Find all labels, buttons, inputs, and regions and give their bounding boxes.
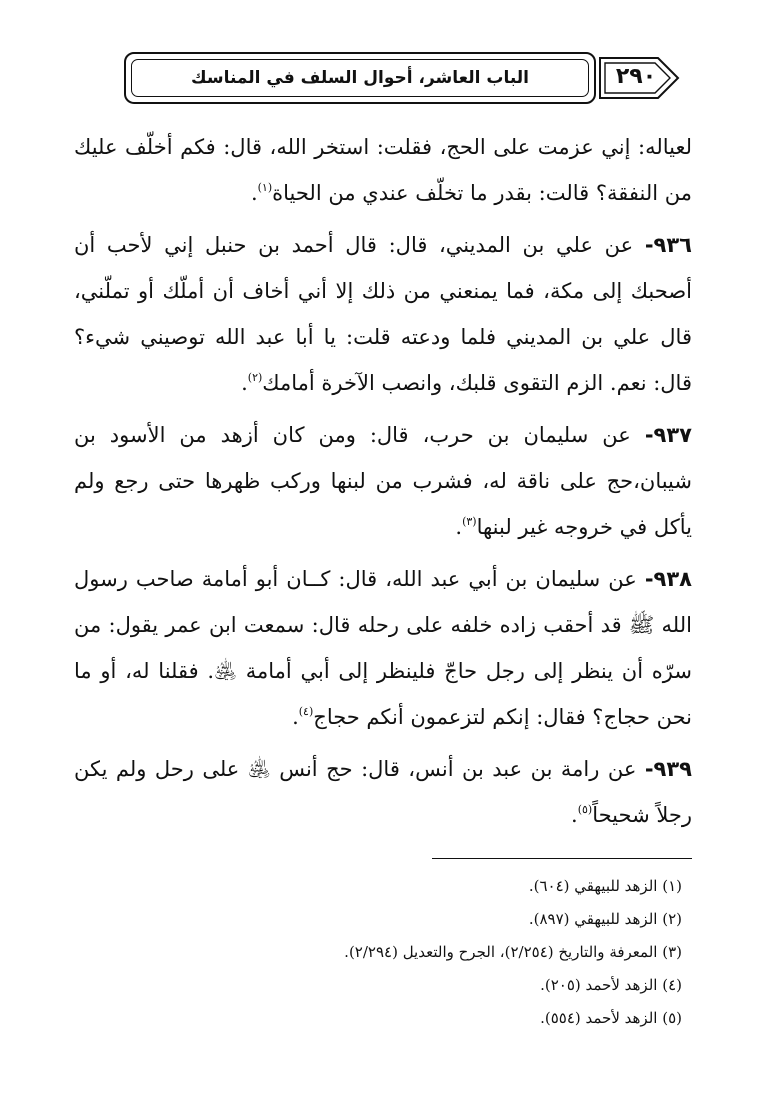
narration-number: ٩٣٧- — [644, 423, 692, 447]
paragraph-text: لعياله: إني عزمت على الحج، فقلت: استخر الله، قال: فكم أخلّف عليك من النفقة؟ قالت: بقدر ما تخلّف عندي من الحياة — [74, 135, 692, 205]
paragraph-text: عن علي بن المديني، قال: قال أحمد بن حنبل إني لأحب أن أصحبك إلى مكة، فما يمنعني من ذلك إلا أني أخاف أن أملّك أو تملّني، قال علي بن المديني فلما ودعته قلت: يا أبا عبد الله توصيني شيء؟ قال: نعم. الزم التقوى قلبك، وانصب الآخرة أمامك — [74, 233, 692, 395]
paragraph-936 — [74, 222, 692, 406]
footnote-3: (٣) المعرفة والتاريخ (٢/٢٥٤)، الجرح والتعديل (٢/٢٩٤). — [344, 943, 682, 961]
footnote-ref: (٣) — [462, 515, 477, 528]
page-header — [124, 52, 684, 108]
paragraph-text: عن سليمان بن أبي عبد الله، قال: كــان أبو أمامة صاحب رسول الله ﷺ قد أحقب زاده خلفه على رحله قال: سمعت ابن عمر يقول: من سرّه أن ينظر إلى رجل حاجّ فلينظر إلى أبي أمامة ﵁. فقلنا له، أو ما نحن حجاج؟ فقال: إنكم لتزعمون أنكم حجاج — [74, 567, 692, 729]
page-number-badge — [598, 55, 682, 101]
footnote-ref: (٥) — [577, 803, 593, 816]
paragraph-end: . — [241, 371, 248, 395]
paragraph-937 — [74, 412, 692, 550]
footnote-ref: (١) — [257, 181, 273, 194]
paragraph-end: . — [571, 803, 578, 827]
footnote-5: (٥) الزهد لأحمد (٥٥٤). — [540, 1009, 682, 1027]
paragraph-end: . — [292, 705, 299, 729]
footnote-4: (٤) الزهد لأحمد (٢٠٥). — [540, 976, 682, 994]
paragraph-text: عن سليمان بن حرب، قال: ومن كان أزهد من الأسود بن شيبان،حج على ناقة له، فشرب من لبنها وركب ظهرها حتى رجع ولم يأكل في خروجه غير لبنها — [74, 423, 692, 539]
page-number: ٢٩٠ — [615, 64, 657, 89]
paragraph-continued — [74, 124, 692, 216]
narration-number: ٩٣٨- — [644, 567, 692, 591]
footnote-ref: (٢) — [247, 371, 263, 384]
footnote-divider — [432, 858, 692, 859]
narration-number: ٩٣٩- — [644, 757, 692, 781]
main-text — [74, 124, 692, 844]
paragraph-end: . — [250, 181, 258, 205]
paragraph-938 — [74, 556, 692, 740]
footnote-ref: (٤) — [298, 705, 314, 718]
footnotes — [74, 870, 682, 1035]
footnote-1: (١) الزهد للبيهقي (٦٠٤). — [528, 877, 682, 895]
chapter-title-frame — [124, 52, 596, 104]
paragraph-939 — [74, 746, 692, 838]
paragraph-text: عن رامة بن عبد بن أنس، قال: حج أنس ﵁ على رحل ولم يكن رجلاً شحيحاً — [74, 757, 692, 827]
chapter-title-inner-frame — [131, 59, 589, 97]
narration-number: ٩٣٦- — [644, 233, 692, 257]
chapter-title: الباب العاشر، أحوال السلف في المناسك — [191, 68, 529, 88]
footnote-2: (٢) الزهد للبيهقي (٨٩٧). — [528, 910, 682, 928]
paragraph-end: . — [455, 515, 463, 539]
